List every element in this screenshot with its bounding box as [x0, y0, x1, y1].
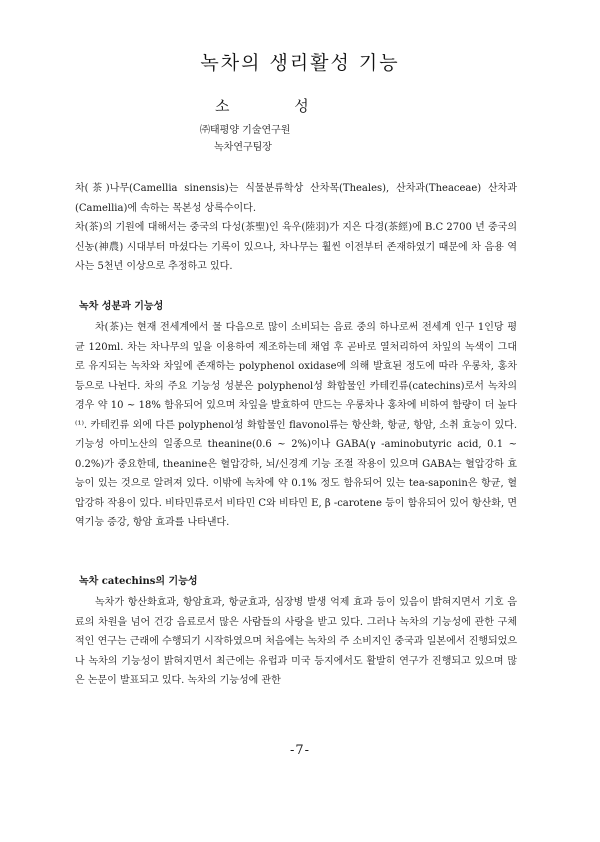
components-paragraph: 차(茶)는 현재 전세계에서 물 다음으로 많이 소비되는 음료 중의 하나로써 전세계 인구 1인당 평균 120ml. 차는 차나무의 잎을 이용하여 제조하는데 채엽 후 곧바로 열처리하여 차잎의 녹색이 그대로 유지되는 녹차와 차잎에 존재하는 polyphenol oxidase에 의해 발효된 정도에 따라 우롱차, 홍차 등으로 나뉜다. 차의 주요 기능성 성분은 polyphenol성 화합물인 카테킨류(catechins)로서 녹차의 경우 약 10 ~ 18% 함유되어 있으며 차잎을 발효하여 만드는 우롱차나 홍차에 비하여 함량이 더 높다⁽¹⁾. 카테킨류 외에 다른 polyphenol성 화합물인 flavonol류는 항산화, 항균, 항암, 소취 효능이 있다. 기능성 아미노산의 일종으로 theanine(0.6 ~ 2%)이나 GABA(γ -aminobutyric acid, 0.1 ~ 0.2%)가 중요한데, theanine은 혈압강하, 뇌/신경계 기능 조절 작용이 있으며 GABA는 혈압강하 효능이 있는 것으로 알려져 있다. 이밖에 녹차에 약 0.1% 정도 함유되어 있는 tea-saponin은 항균, 혈압강하 작용이 있다. 비타민류로서 비타민 C와 비타민 E, β -carotene 등이 함유되어 있어 항산화, 면역기능 증강, 항암 효과를 나타낸다.: [75, 322, 517, 528]
intro-paragraph-2: 차(茶)의 기원에 대해서는 중국의 다성(茶聖)인 육우(陸羽)가 지은 다경(茶經)에 B.C 2700 년 중국의 신농(神農) 시대부터 마셨다는 기록이 있으나, 차나무는 훨씬 이전부터 존재하였기 때문에 차 음용 역사는 5천년 이상으로 추정하고 있다.: [75, 222, 517, 272]
section-heading-components: 녹차 성분과 기능성: [79, 301, 164, 312]
section-catechins: [75, 593, 517, 691]
affiliation-position: 녹차연구팀장: [214, 142, 272, 153]
intro-paragraph-1: 차(茶)나무(Camellia sinensis)는 식물분류학상 산차목(Theales), 산차과(Theaceae) 산차과(Camellia)에 속하는 목본성 상록수이다.: [75, 183, 517, 214]
section-heading-catechins: 녹차 catechins의 기능성: [79, 576, 198, 587]
affiliation-company: ㈜태평양 기술연구원: [200, 125, 291, 136]
page-number: -7-: [289, 743, 311, 758]
author-name: 소 성: [215, 97, 339, 115]
catechins-paragraph: 녹차가 항산화효과, 항암효과, 항균효과, 심장병 발생 억제 효과 등이 있음이 밝혀지면서 기호 음료의 차원을 넘어 건강 음료로서 많은 사람들의 사랑을 받고 있다. 그러나 녹차의 기능성에 관한 구체적인 연구는 근래에 수행되기 시작하였으며 처음에는 녹차의 주 소비지인 중국과 일본에서 진행되었으나 녹차의 기능성이 밝혀지면서 최근에는 유럽과 미국 등지에서도 활발히 연구가 진행되고 있으며 많은 논문이 발표되고 있다. 녹차의 기능성에 관한: [75, 597, 517, 686]
section-components: [75, 318, 517, 533]
page-title: 녹차의 생리활성 기능: [200, 52, 400, 74]
intro-section: [75, 179, 517, 277]
